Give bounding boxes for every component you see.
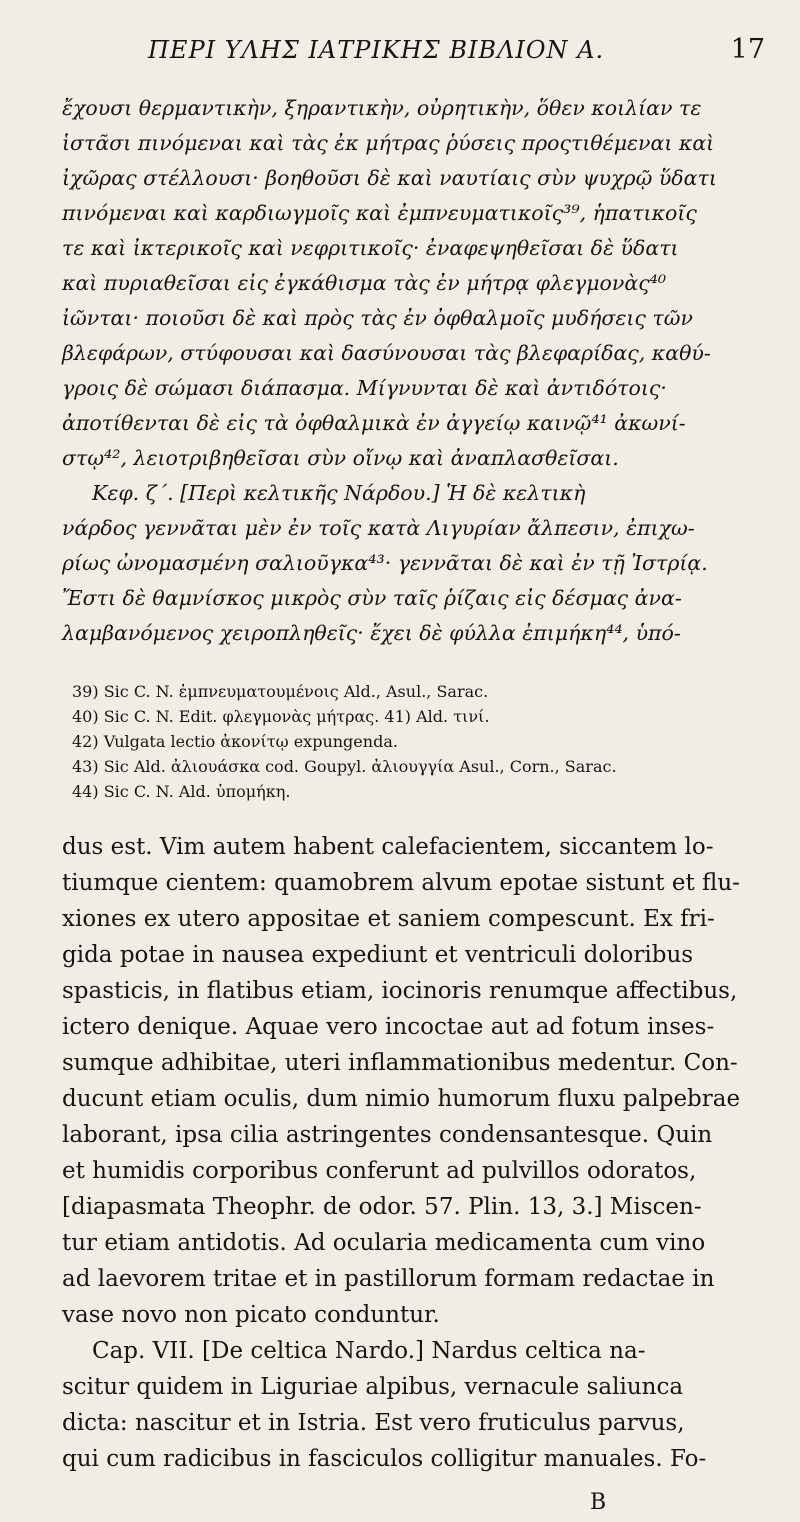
- latin-line: spasticis, in flatibus etiam, iocinoris renumque affectibus,: [62, 978, 738, 1004]
- greek-line: ἔχουσι θερμαντικὴν, ξηραντικὴν, οὐρητικὴν, ὅθεν κοιλίαν τε: [62, 96, 702, 120]
- footnote: 43) Sic Ald. ἀλιουάσκα cod. Goupyl. ἀλιουγγία Asul., Corn., Sarac.: [72, 757, 617, 776]
- latin-line: tur etiam antidotis. Ad ocularia medicamenta cum vino: [62, 1230, 706, 1256]
- page-header: [60, 34, 775, 78]
- latin-line: vase novo non picato conduntur.: [62, 1302, 440, 1328]
- footnote: 44) Sic C. N. Ald. ὑπομήκη.: [72, 782, 291, 801]
- footnote: 39) Sic C. N. ἐμπνευματουμένοις Ald., Asul., Sarac.: [72, 682, 489, 701]
- latin-line: et humidis corporibus conferunt ad pulvillos odoratos,: [62, 1158, 697, 1184]
- latin-line: qui cum radicibus in fasciculos colligitur manuales. Fo-: [62, 1446, 707, 1472]
- latin-line: dus est. Vim autem habent calefacientem, siccantem lo-: [62, 834, 714, 860]
- greek-line: ἀποτίθενται δὲ εἰς τὰ ὀφθαλμικὰ ἐν ἀγγείῳ καινῷ⁴¹ ἀκωνί-: [62, 411, 686, 435]
- latin-line: scitur quidem in Liguriae alpibus, vernacule saliunca: [62, 1374, 684, 1400]
- footnote: 42) Vulgata lectio ἀκονίτῳ expungenda.: [72, 732, 398, 751]
- greek-line: λαμβανόμενος χειροπληθεῖς· ἔχει δὲ φύλλα ἐπιμήκη⁴⁴, ὑπό-: [62, 621, 681, 645]
- greek-line: πινόμεναι καὶ καρδιωγμοῖς καὶ ἐμπνευματικοῖς³⁹, ἡπατικοῖς: [62, 201, 697, 225]
- latin-line: gida potae in nausea expediunt et ventriculi doloribus: [62, 942, 694, 968]
- greek-line: ρίως ὠνομασμένη σαλιοῦγκα⁴³· γεννᾶται δὲ καὶ ἐν τῇ Ἰστρίᾳ.: [62, 551, 708, 575]
- greek-line: ἰῶνται· ποιοῦσι δὲ καὶ πρὸς τὰς ἐν ὀφθαλμοῖς μυδήσεις τῶν: [62, 306, 693, 330]
- greek-line: βλεφάρων, στύφουσαι καὶ δασύνουσαι τὰς βλεφαρίδας, καθύ-: [62, 341, 711, 365]
- greek-line: Ἔστι δὲ θαμνίσκος μικρὸς σὺν ταῖς ῥίζαις εἰς δέσμας ἀνα-: [62, 586, 682, 610]
- greek-line: νάρδος γεννᾶται μὲν ἐν τοῖς κατὰ Λιγυρίαν ἄλπεσιν, ἐπιχω-: [62, 516, 695, 540]
- running-head: ΠΕΡΙ ΥΛΗΣ ΙΑΤΡΙΚΗΣ ΒΙΒΛΙΟΝ Α.: [148, 36, 605, 64]
- latin-line: xiones ex utero appositae et saniem compescunt. Ex fri-: [62, 906, 715, 932]
- latin-line: [diapasmata Theophr. de odor. 57. Plin. 13, 3.] Miscen-: [62, 1194, 702, 1220]
- latin-line: tiumque cientem: quamobrem alvum epotae sistunt et flu-: [62, 870, 740, 896]
- latin-line: laborant, ipsa cilia astringentes condensantesque. Quin: [62, 1122, 713, 1148]
- footnote: 40) Sic C. N. Edit. φλεγμονὰς μήτρας. 41) Ald. τινί.: [72, 707, 490, 726]
- greek-line: γροις δὲ σώμασι διάπασμα. Μίγνυνται δὲ καὶ ἀντιδότοις·: [62, 376, 667, 400]
- latin-line: ictero denique. Aquae vero incoctae aut ad fotum inses-: [62, 1014, 715, 1040]
- greek-line: ἰχῶρας στέλλουσι· βοηθοῦσι δὲ καὶ ναυτίαις σὺν ψυχρῷ ὕδατι: [62, 166, 717, 190]
- latin-line: ducunt etiam oculis, dum nimio humorum fluxu palpebrae: [62, 1086, 741, 1112]
- latin-line: sumque adhibitae, uteri inflammationibus medentur. Con-: [62, 1050, 738, 1076]
- chapter-heading-latin: Cap. VII. [De celtica Nardo.] Nardus celtica na-: [92, 1338, 646, 1364]
- latin-line: dicta: nascitur et in Istria. Est vero fruticulus parvus,: [62, 1410, 685, 1436]
- greek-line: καὶ πυριαθεῖσαι εἰς ἐγκάθισμα τὰς ἐν μήτρᾳ φλεγμονὰς⁴⁰: [62, 271, 667, 295]
- signature-mark: B: [590, 1490, 607, 1515]
- greek-line: τε καὶ ἰκτερικοῖς καὶ νεφριτικοῖς· ἐναφεψηθεῖσαι δὲ ὕδατι: [62, 236, 679, 260]
- page-number: 17: [730, 34, 765, 65]
- latin-line: ad laevorem tritae et in pastillorum formam redactae in: [62, 1266, 715, 1292]
- greek-line: ἱστᾶσι πινόμεναι καὶ τὰς ἐκ μήτρας ῥύσεις προςτιθέμεναι καὶ: [62, 131, 715, 155]
- greek-line: στῳ⁴², λειοτριβηθεῖσαι σὺν οἴνῳ καὶ ἀναπλασθεῖσαι.: [62, 446, 619, 470]
- chapter-heading-greek: Κεφ. ζ΄. [Περὶ κελτικῆς Νάρδου.] Ἡ δὲ κελτικὴ: [92, 481, 586, 505]
